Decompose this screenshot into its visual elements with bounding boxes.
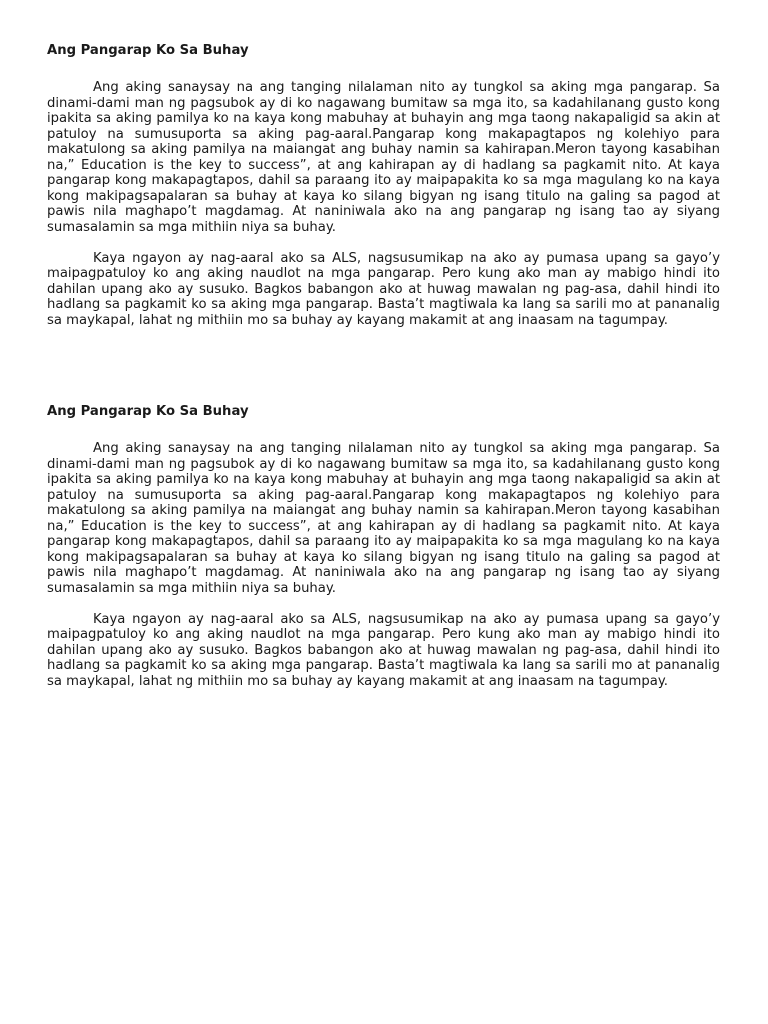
essay-title: Ang Pangarap Ko Sa Buhay bbox=[47, 43, 249, 58]
essay-paragraph: Ang aking sanaysay na ang tanging nilalaman nito ay tungkol sa aking mga pangarap. Sa dinami-dami man ng pagsubok ay di ko nagawang bumitaw sa mga ito, sa kadahilanang gusto kong ipakita sa aking pamilya ko na kaya kong mabuhay at buhayin ang mga taong nakapaligid sa akin at patuloy na sumusuporta sa aking pag-aaral.Pangarap kong makapagtapos ng kolehiyo para makatulong sa aking pamilya na maiangat ang buhay namin sa kahirapan.Meron tayong kasabihan na,” Education is the key to success”, at ang kahirapan ay di hadlang sa pagkamit nito. At kaya pangarap kong makapagtapos, dahil sa paraang ito ay maipapakita ko sa mga magulang ko na kaya kong makipagsapalaran sa buhay at kaya ko silang bigyan ng isang titulo na galing sa pagod at pawis nila maghapo’t magdamag. At naniniwala ako na ang pangarap ng isang tao ay siyang sumasalamin sa mga mithiin niya sa buhay. bbox=[47, 441, 720, 596]
essay-section bbox=[47, 403, 720, 705]
essay-title: Ang Pangarap Ko Sa Buhay bbox=[47, 404, 249, 419]
essay-paragraph: Kaya ngayon ay nag-aaral ako sa ALS, nagsusumikap na ako ay pumasa upang sa gayo’y maipagpatuloy ko ang aking naudlot na mga pangarap. Pero kung ako man ay mabigo hindi ito dahilan upang ako ay susuko. Bagkos babangon ako at huwag mawalan ng pag-asa, dahil hindi ito hadlang sa pagkamit ko sa aking mga pangarap. Basta’t magtiwala ka lang sa sarili mo at pananalig sa maykapal, lahat ng mithiin mo sa buhay ay kayang makamit at ang inaasam na tagumpay. bbox=[47, 611, 720, 689]
essay-section bbox=[47, 42, 720, 344]
essay-paragraph: Ang aking sanaysay na ang tanging nilalaman nito ay tungkol sa aking mga pangarap. Sa dinami-dami man ng pagsubok ay di ko nagawang bumitaw sa mga ito, sa kadahilanang gusto kong ipakita sa aking pamilya ko na kaya kong mabuhay at buhayin ang mga taong nakapaligid sa akin at patuloy na sumusuporta sa aking pag-aaral.Pangarap kong makapagtapos ng kolehiyo para makatulong sa aking pamilya na maiangat ang buhay namin sa kahirapan.Meron tayong kasabihan na,” Education is the key to success”, at ang kahirapan ay di hadlang sa pagkamit nito. At kaya pangarap kong makapagtapos, dahil sa paraang ito ay maipapakita ko sa mga magulang ko na kaya kong makipagsapalaran sa buhay at kaya ko silang bigyan ng isang titulo na galing sa pagod at pawis nila maghapo’t magdamag. At naniniwala ako na ang pangarap ng isang tao ay siyang sumasalamin sa mga mithiin niya sa buhay. bbox=[47, 80, 720, 235]
essay-paragraph: Kaya ngayon ay nag-aaral ako sa ALS, nagsusumikap na ako ay pumasa upang sa gayo’y maipagpatuloy ko ang aking naudlot na mga pangarap. Pero kung ako man ay mabigo hindi ito dahilan upang ako ay susuko. Bagkos babangon ako at huwag mawalan ng pag-asa, dahil hindi ito hadlang sa pagkamit ko sa aking mga pangarap. Basta’t magtiwala ka lang sa sarili mo at pananalig sa maykapal, lahat ng mithiin mo sa buhay ay kayang makamit at ang inaasam na tagumpay. bbox=[47, 250, 720, 328]
